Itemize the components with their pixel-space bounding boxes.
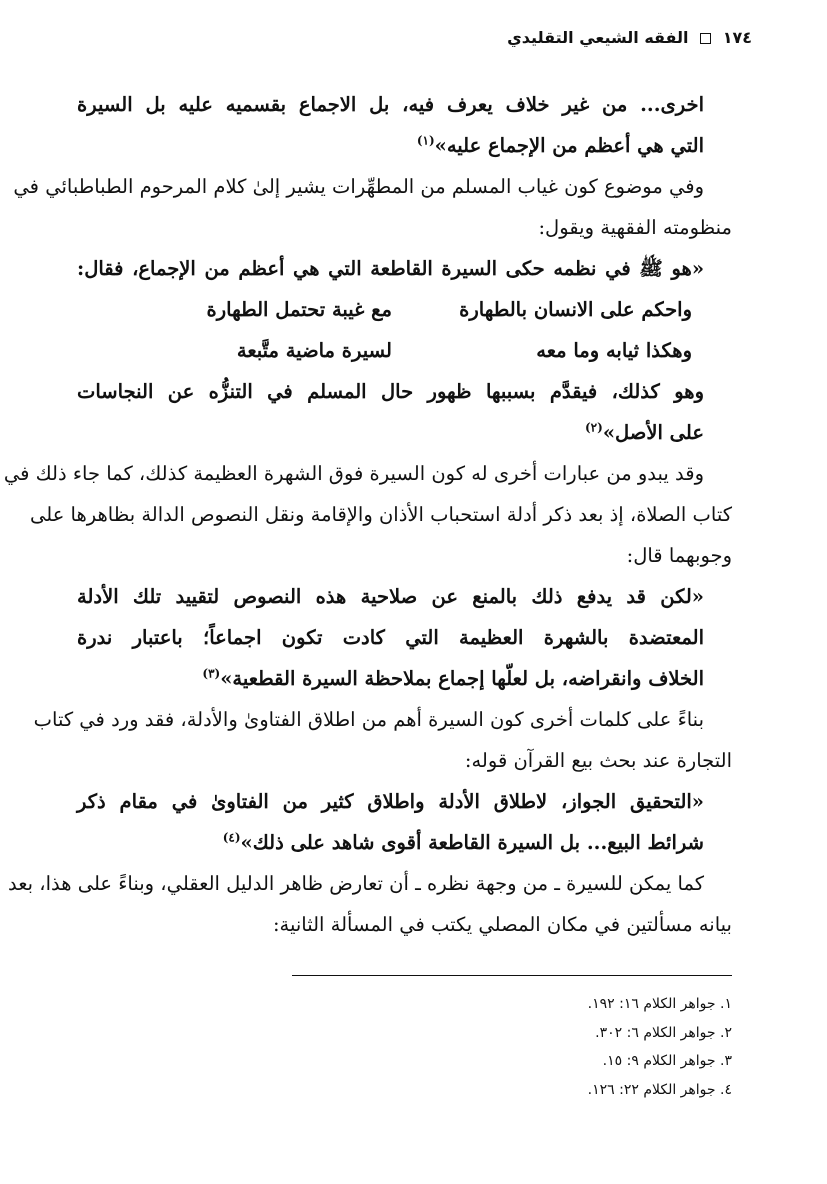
text-line: اخرى... من غير خلاف يعرف فيه، بل الاجماع بقسميه عليه بل السيرة: [77, 93, 704, 116]
text-line: كتاب الصلاة، إذ بعد ذكر أدلة استحباب الأذان والإقامة ونقل النصوص الدالة بظاهرها على: [29, 503, 732, 526]
text-segment: على الأصل»: [602, 421, 704, 444]
text-line: وقد يبدو من عبارات أخرى له كون السيرة فوق الشهرة العظيمة كذلك، كما جاء ذلك في: [3, 462, 704, 485]
text-line: [77, 125, 732, 166]
text-line: بيانه مسألتين في مكان المصلي يكتب في المسألة الثانية:: [272, 913, 732, 936]
text-line: المعتضدة بالشهرة العظيمة التي كادت تكون اجماعاً؛ باعتبار ندرة: [77, 626, 704, 649]
footnote-ref: (٤): [222, 830, 241, 845]
verse-line: [77, 289, 732, 330]
footnote-item: ٣. جواهر الكلام ٩: ١٥.: [602, 1053, 732, 1069]
footnote-item: ٤. جواهر الكلام ٢٢: ١٢٦.: [587, 1081, 732, 1098]
square-separator-icon: [700, 33, 711, 44]
footnotes: [292, 990, 732, 1104]
text-line: منظومته الفقهية ويقول:: [538, 216, 732, 239]
text-line: بناءً على كلمات أخرى كون السيرة أهم من اطلاق الفتاوىٰ والأدلة، فقد ورد في كتاب: [33, 708, 704, 731]
text-line: التجارة عند بحث بيع القرآن قوله:: [464, 749, 732, 772]
verse-hemistich: مع غيبة تحتمل الطهارة: [206, 298, 392, 321]
text-line: [77, 822, 732, 863]
verse-hemistich: واحكم على الانسان بالطهارة: [459, 298, 692, 321]
text-line: «هو ﷺ في نظمه حكى السيرة القاطعة التي هي أعظم من الإجماع، فقال:: [77, 257, 704, 280]
page-number: ١٧٤: [722, 28, 752, 47]
page-header: [72, 28, 752, 47]
text-line: [77, 658, 732, 699]
footnote-divider: [292, 975, 732, 976]
main-text: [3, 84, 732, 945]
text-line: كما يمكن للسيرة ـ من وجهة نظره ـ أن تعارض ظاهر الدليل العقلي، وبناءً على هذا، بعد: [8, 872, 704, 895]
text-line: [77, 412, 732, 453]
text-segment: الخلاف وانقراضه، بل لعلّها إجماع بملاحظة السيرة القطعية»: [220, 667, 704, 690]
text-segment: شرائط البيع... بل السيرة القاطعة أقوى شاهد على ذلك»: [240, 831, 704, 854]
footnote-ref: (١): [416, 133, 435, 148]
verse-hemistich: لسيرة ماضية متَّبعة: [236, 339, 392, 362]
text-line: وجوبهما قال:: [626, 544, 732, 567]
running-title: الفقه الشيعي التقليدي: [507, 28, 689, 47]
verse-line: [77, 330, 732, 371]
text-line: «لكن قد يدفع ذلك بالمنع عن صلاحية هذه النصوص لتقييد تلك الأدلة: [77, 585, 704, 608]
footnote-item: ١. جواهر الكلام ١٦: ١٩٢.: [587, 996, 732, 1012]
text-line: وفي موضوع كون غياب المسلم من المطهِّرات يشير إلىٰ كلام المرحوم الطباطبائي في: [13, 175, 704, 198]
footnote-ref: (٣): [202, 666, 221, 681]
text-line: وهو كذلك، فيقدَّم بسببها ظهور حال المسلم في التنزُّه عن النجاسات: [77, 380, 704, 403]
text-line: «التحقيق الجواز، لاطلاق الأدلة واطلاق كثير من الفتاوىٰ في مقام ذكر: [77, 790, 704, 813]
verse-hemistich: وهكذا ثيابه وما معه: [536, 339, 692, 362]
text-segment: التي هي أعظم من الإجماع عليه»: [434, 134, 704, 157]
footnote-ref: (٢): [584, 420, 603, 435]
footnote-item: ٢. جواهر الكلام ٦: ٣٠٢.: [595, 1024, 732, 1041]
